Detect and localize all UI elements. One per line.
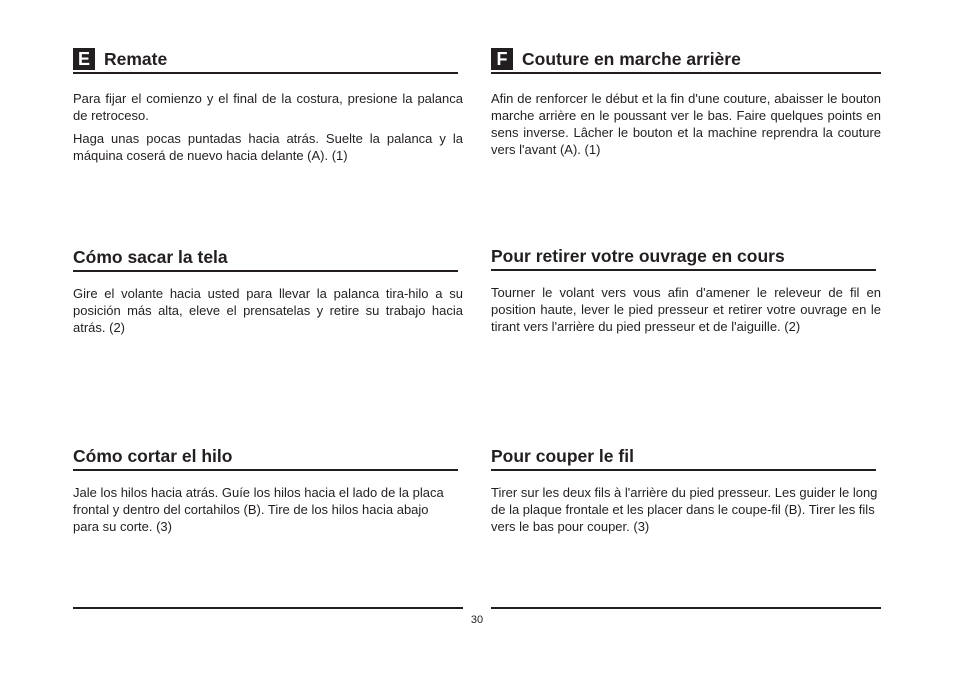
- fr-section-couture-arriere: [491, 44, 881, 164]
- footer-rule-right: [491, 607, 881, 609]
- es-section-cortar-hilo: [73, 441, 463, 541]
- section-title: Remate: [104, 49, 168, 69]
- title-rule: [491, 269, 876, 271]
- title-rule: [491, 72, 881, 74]
- es-section-sacar-tela: [73, 242, 463, 342]
- section-title: Couture en marche arrière: [522, 49, 741, 69]
- section-header: [491, 241, 881, 267]
- section-title: Cómo cortar el hilo: [73, 446, 233, 466]
- section-header: [73, 242, 463, 268]
- section-header: [73, 44, 463, 70]
- title-rule: [73, 270, 458, 272]
- section-body: [491, 484, 887, 535]
- section-body: [73, 90, 463, 164]
- title-rule: [491, 469, 876, 471]
- section-header: [73, 441, 463, 467]
- section-body: [491, 284, 881, 335]
- section-body: [73, 285, 463, 336]
- paragraph: Jale los hilos hacia atrás. Guíe los hilos hacia el lado de la placa frontal y dentro del cortahilos (B). Tire de los hilos hacia abajo para su corte. (3): [73, 485, 444, 534]
- title-rule: [73, 72, 458, 74]
- es-section-remate: [73, 44, 463, 170]
- fr-section-retirer-ouvrage: [491, 241, 881, 341]
- paragraph: Haga unas pocas puntadas hacia atrás. Suelte la palanca y la máquina coserá de nuevo hacia delante (A). (1): [73, 131, 463, 163]
- page-number: 30: [470, 614, 484, 626]
- footer-rule-left: [73, 607, 463, 609]
- section-title: Pour retirer votre ouvrage en cours: [491, 246, 785, 266]
- language-badge-es: E: [73, 48, 95, 70]
- paragraph: Tirer sur les deux fils à l'arrière du pied presseur. Les guider le long de la plaque frontale et les placer dans le coupe-fil (B). Tirer les fils vers le bas pour couper. (3): [491, 485, 878, 534]
- section-body: [491, 90, 881, 158]
- paragraph: Afin de renforcer le début et la fin d'une couture, abaisser le bouton marche arrière en le poussant ver le bas. Faire quelques points en sens inverse. Lâcher le bouton et la machine reprendra la couture vers l'avant (A). (1): [491, 91, 881, 157]
- language-badge-fr: F: [491, 48, 513, 70]
- section-title: Pour couper le fil: [491, 446, 634, 466]
- paragraph: Para fijar el comienzo y el final de la costura, presione la palanca de retroceso.: [73, 91, 463, 123]
- section-title: Cómo sacar la tela: [73, 247, 228, 267]
- fr-section-couper-fil: [491, 441, 887, 541]
- section-body: [73, 484, 451, 535]
- title-rule: [73, 469, 458, 471]
- paragraph: Tourner le volant vers vous afin d'amener le releveur de fil en position haute, lever le pied presseur et retirer votre ouvrage en le tirant vers l'arrière du pied presseur et de l'aiguille. (2): [491, 285, 881, 334]
- section-header: [491, 44, 881, 70]
- paragraph: Gire el volante hacia usted para llevar la palanca tira-hilo a su posición más alta, eleve el prensatelas y retire su trabajo hacia atrás. (2): [73, 286, 463, 335]
- section-header: [491, 441, 887, 467]
